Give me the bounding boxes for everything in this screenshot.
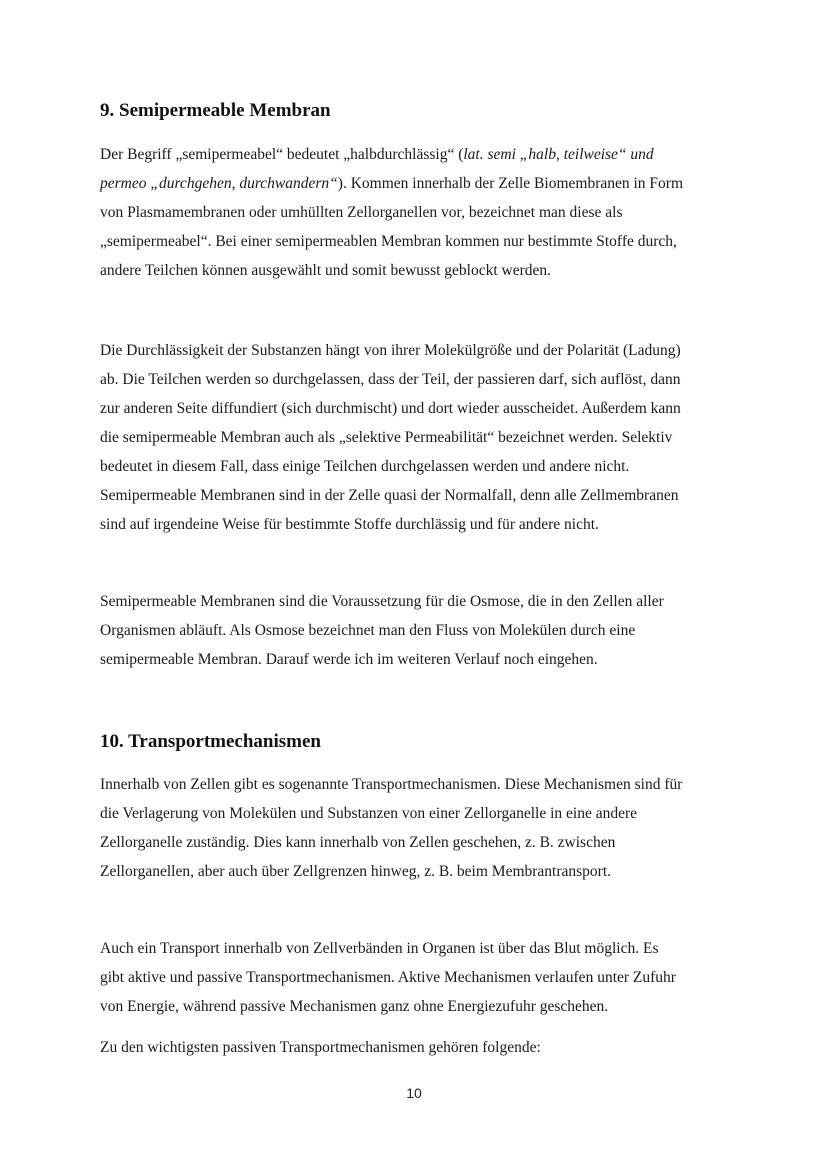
text-line: Semipermeable Membranen sind in der Zelle quasi der Normalfall, denn alle Zellmembranen [100,487,679,504]
text-line: von Energie, während passive Mechanismen ganz ohne Energiezufuhr geschehen. [100,998,609,1015]
paragraph [100,140,740,285]
section-heading-semipermeable-membran: 9. Semipermeable Membran [100,100,331,121]
text-line: Organismen abläuft. Als Osmose bezeichnet man den Fluss von Molekülen durch eine [100,622,636,639]
text-line: Der Begriff „semipermeabel“ bedeutet „halbdurchlässig“ (lat. semi „halb, teilweise“ und [100,146,654,163]
text-line: zur anderen Seite diffundiert (sich durchmischt) und dort wieder ausscheidet. Außerdem kann [100,400,681,417]
section-body-semipermeable-membran [100,140,740,285]
text-line: gibt aktive und passive Transportmechanismen. Aktive Mechanismen verlaufen unter Zufuhr [100,969,676,986]
text-line: Zellorganellen, aber auch über Zellgrenzen hinweg, z. B. beim Membrantransport. [100,863,612,880]
text-line: Die Durchlässigkeit der Substanzen hängt von ihrer Molekülgröße und der Polarität (Ladung) [100,342,681,359]
section-body-transportmechanismen [100,770,740,886]
text-line: Innerhalb von Zellen gibt es sogenannte Transportmechanismen. Diese Mechanismen sind für [100,776,683,793]
section-body-paragraph-2 [100,336,740,539]
text-line: bedeutet in diesem Fall, dass einige Teilchen durchgelassen werden und andere nicht. [100,458,630,475]
text-line: Semipermeable Membranen sind die Voraussetzung für die Osmose, die in den Zellen aller [100,593,664,610]
text-line: ab. Die Teilchen werden so durchgelassen, dass der Teil, der passieren darf, sich auflöst, dann [100,371,681,388]
paragraph [100,934,740,1021]
text-line: die Verlagerung von Molekülen und Substanzen von einer Zellorganelle in eine andere [100,805,638,822]
text-line: semipermeable Membran. Darauf werde ich im weiteren Verlauf noch eingehen. [100,651,598,668]
section-body-paragraph-6 [100,1033,740,1062]
text-line: Auch ein Transport innerhalb von Zellverbänden in Organen ist über das Blut möglich. Es [100,940,659,957]
paragraph [100,770,740,886]
paragraph [100,336,740,539]
page-number: 10 [406,1085,422,1101]
text-line: Zu den wichtigsten passiven Transportmechanismen gehören folgende: [100,1039,541,1056]
section-heading-transportmechanismen: 10. Transportmechanismen [100,731,321,752]
paragraph [100,587,740,674]
section-body-paragraph-5 [100,934,740,1021]
text-line: von Plasmamembranen oder umhüllten Zellorganellen vor, bezeichnet man diese als [100,204,623,221]
text-line: die semipermeable Membran auch als „selektive Permeabilität“ bezeichnet werden. Selektiv [100,429,673,446]
paragraph [100,1033,740,1062]
text-line: sind auf irgendeine Weise für bestimmte Stoffe durchlässig und für andere nicht. [100,516,599,533]
text-line: Zellorganelle zuständig. Dies kann innerhalb von Zellen geschehen, z. B. zwischen [100,834,616,851]
text-line: permeo „durchgehen, durchwandern“). Kommen innerhalb der Zelle Biomembranen in Form [100,175,684,192]
section-body-paragraph-3 [100,587,740,674]
text-line: andere Teilchen können ausgewählt und somit bewusst geblockt werden. [100,262,552,279]
text-line: „semipermeabel“. Bei einer semipermeablen Membran kommen nur bestimmte Stoffe durch, [100,233,677,250]
